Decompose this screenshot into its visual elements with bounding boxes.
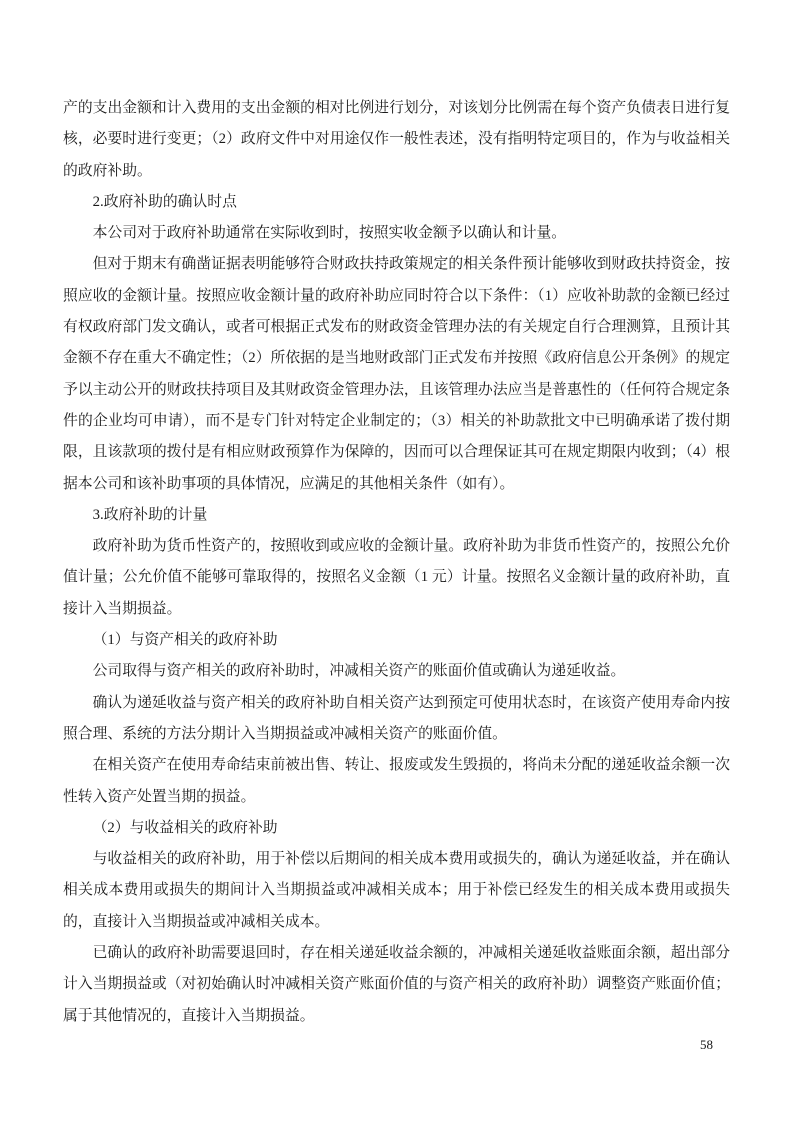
- page-number: 58: [700, 1037, 713, 1052]
- paragraph-monetary-nonmonetary-measurement: 政府补助为货币性资产的，按照收到或应收的金额计量。政府补助为非货币性资产的，按照公允价值计量；公允价值不能够可靠取得的，按照名义金额（1 元）计量。按照名义金额计量的政府补助，直接计入当期损益。: [63, 538, 730, 617]
- paragraph-recognition-on-receipt: 本公司对于政府补助通常在实际收到时，按照实收金额予以确认和计量。: [92, 225, 567, 242]
- heading-subsidy-measurement: 3.政府补助的计量: [92, 506, 208, 523]
- paragraph-deferred-income-amortization: 确认为递延收益与资产相关的政府补助自相关资产达到预定可使用状态时，在该资产使用寿命内按照合理、系统的方法分期计入当期损益或冲减相关资产的账面价值。: [63, 694, 730, 742]
- paragraph-subsidy-refund-treatment: 已确认的政府补助需要退回时，存在相关递延收益余额的，冲减相关递延收益账面余额，超出部分计入当期损益或（对初始确认时冲减相关资产账面价值的与资产相关的政府补助）调整资产账面价值；属于其他情况的，直接计入当期损益。: [63, 945, 730, 1024]
- document-text-block: [63, 93, 730, 1032]
- heading-income-related-subsidy: （2）与收益相关的政府补助: [92, 819, 278, 836]
- paragraph-early-disposal-of-asset: 在相关资产在使用寿命结束前被出售、转让、报废或发生毁损的，将尚未分配的递延收益余额一次性转入资产处置当期的损益。: [63, 757, 730, 805]
- paragraph-asset-expense-ratio-continuation: 产的支出金额和计入费用的支出金额的相对比例进行划分，对该划分比例需在每个资产负债表日进行复核，必要时进行变更；（2）政府文件中对用途仅作一般性表述，没有指明特定项目的，作为与收益相关的政府补助。: [63, 100, 730, 179]
- paragraph-receivable-measurement-conditions: 但对于期末有确凿证据表明能够符合财政扶持政策规定的相关条件预计能够收到财政扶持资金，按照应收的金额计量。按照应收金额计量的政府补助应同时符合以下条件：（1）应收补助款的金额已经过有权政府部门发文确认，或者可根据正式发布的财政资金管理办法的有关规定自行合理测算，且预计其金额不存在重大不确定性；（2）所依据的是当地财政部门正式发布并按照《政府信息公开条例》的规定予以主动公开的财政扶持项目及其财政资金管理办法，且该管理办法应当是普惠性的（任何符合规定条件的企业均可申请），而不是专门针对特定企业制定的；（3）相关的补助款批文中已明确承诺了拨付期限，且该款项的拨付是有相应财政预算作为保障的，因而可以合理保证其可在规定期限内收到；（4）根据本公司和该补助事项的具体情况，应满足的其他相关条件（如有）。: [63, 256, 730, 492]
- heading-subsidy-recognition-timing: 2.政府补助的确认时点: [92, 193, 237, 210]
- paragraph-asset-subsidy-initial-treatment: 公司取得与资产相关的政府补助时，冲减相关资产的账面价值或确认为递延收益。: [92, 663, 626, 680]
- heading-asset-related-subsidy: （1）与资产相关的政府补助: [92, 632, 278, 649]
- paragraph-income-subsidy-treatment: 与收益相关的政府补助，用于补偿以后期间的相关成本费用或损失的，确认为递延收益，并在确认相关成本费用或损失的期间计入当期损益或冲减相关成本；用于补偿已经发生的相关成本费用或损失的，直接计入当期损益或冲减相关成本。: [63, 851, 730, 930]
